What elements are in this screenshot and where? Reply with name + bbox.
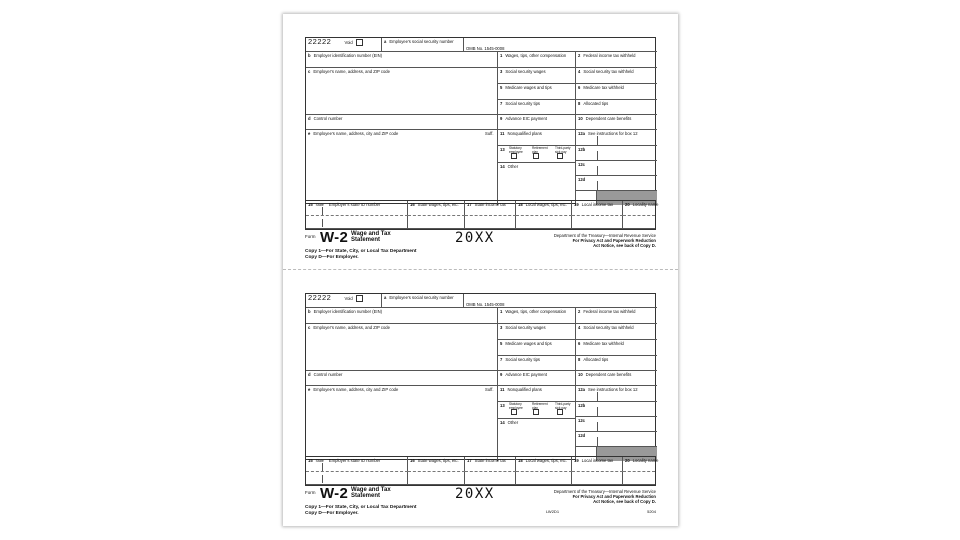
statutory-label: Statutory employee (509, 146, 523, 154)
box8-cell[interactable] (576, 356, 657, 371)
box11-cell[interactable] (498, 130, 576, 146)
box14-number: 14 (500, 420, 505, 425)
box17-cell[interactable] (465, 457, 516, 485)
box12c-cell[interactable] (576, 417, 657, 432)
privacy-notice-line2: Act Notice, see back of Copy D. (593, 243, 656, 249)
box17-cell[interactable] (465, 201, 516, 229)
box14-label: Other (507, 164, 519, 169)
box15-divider-1 (322, 463, 323, 471)
box19-label: Local income tax (581, 202, 614, 207)
box4-cell[interactable] (576, 68, 657, 84)
box6-number: 6 (578, 341, 581, 346)
form-title-line2: Statement (351, 237, 381, 243)
box18-cell[interactable] (516, 201, 572, 229)
statutory-checkbox[interactable] (511, 409, 517, 415)
box15-divider-2 (322, 219, 323, 227)
box19-number: 19 (574, 202, 579, 207)
box20-number: 20 (625, 458, 630, 463)
box1-cell[interactable] (498, 52, 576, 68)
box7-label: Social security tips (505, 357, 541, 362)
box20-label: Locality name (632, 202, 659, 207)
box3-cell[interactable] (498, 324, 576, 340)
employee-label: Employee's name, address, city and ZIP code (313, 387, 399, 392)
box12b-number: 12b (578, 147, 586, 152)
box1-label: Wages, tips, other compensation (505, 309, 567, 314)
box7-cell[interactable] (498, 356, 576, 371)
ein-letter: b (308, 53, 311, 58)
box19-number: 19 (574, 458, 579, 463)
box12b-number: 12b (578, 403, 586, 408)
retirement-label: Retirement plan (532, 146, 548, 154)
box7-cell[interactable] (498, 100, 576, 115)
box16-dashline (408, 471, 465, 472)
box8-label: Allocated tips (583, 357, 609, 362)
w2-grid (305, 293, 656, 460)
box17-number: 17 (467, 458, 472, 463)
omb-cell (464, 294, 657, 308)
box14-cell[interactable] (498, 419, 576, 461)
box7-number: 7 (500, 357, 503, 362)
box15-state-label: State (315, 203, 324, 207)
box14-number: 14 (500, 164, 505, 169)
copyd-label: Copy D—For Employer. (305, 511, 359, 516)
box12a-cell[interactable] (576, 130, 657, 146)
box6-number: 6 (578, 85, 581, 90)
box15-divider-1 (322, 207, 323, 215)
ssn-letter: a (384, 39, 387, 44)
box11-number: 11 (500, 387, 505, 392)
privacy-notice-line2: Act Notice, see back of Copy D. (593, 499, 656, 505)
box16-cell[interactable] (408, 201, 465, 229)
omb-number: OMB No. 1545-0008 (466, 46, 505, 51)
box4-number: 4 (578, 69, 581, 74)
box10-cell[interactable] (576, 115, 657, 130)
box12c-cell[interactable] (576, 161, 657, 176)
box6-cell[interactable] (576, 84, 657, 100)
box9-cell[interactable] (498, 371, 576, 386)
box18-dashline (516, 215, 572, 216)
form-title-line1: Wage and Tax (351, 487, 391, 493)
box8-number: 8 (578, 357, 581, 362)
retirement-label: Retirement plan (532, 402, 548, 410)
form-label: Form (305, 490, 316, 495)
control-code: 22222 (308, 37, 332, 46)
box9-cell[interactable] (498, 115, 576, 130)
control-cell (306, 38, 382, 52)
statutory-checkbox[interactable] (511, 153, 517, 159)
box12a-divider (597, 392, 598, 401)
box16-cell[interactable] (408, 457, 465, 485)
box8-number: 8 (578, 101, 581, 106)
box12b-divider (597, 407, 598, 416)
box2-label: Federal income tax withheld (583, 53, 636, 58)
box3-label: Social security wages (505, 69, 546, 74)
box18-number: 18 (518, 202, 523, 207)
form-title (351, 231, 391, 243)
box5-cell[interactable] (498, 84, 576, 100)
box20-cell[interactable] (623, 457, 659, 485)
box6-label: Medicare tax withheld (583, 85, 624, 90)
control-number-letter: d (308, 372, 311, 377)
void-checkbox[interactable] (356, 39, 363, 46)
box4-label: Social security tax withheld (583, 69, 634, 74)
box10-number: 10 (578, 116, 583, 121)
employer-letter: c (308, 325, 311, 330)
box12d-divider (597, 437, 598, 446)
form-title-line2: Statement (351, 493, 381, 499)
box19-label: Local income tax (581, 458, 614, 463)
box16-dashline (408, 215, 465, 216)
box19-cell[interactable] (572, 457, 623, 485)
box13-number: 13 (500, 147, 505, 152)
box1-cell[interactable] (498, 308, 576, 324)
void-label: Void (344, 40, 353, 45)
box6-cell[interactable] (576, 340, 657, 356)
box3-label: Social security wages (505, 325, 546, 330)
box20-number: 20 (625, 202, 630, 207)
control-number-cell[interactable] (306, 115, 498, 130)
retirement-checkbox[interactable] (533, 153, 539, 159)
employer-letter: c (308, 69, 311, 74)
employee-label: Employee's name, address, city and ZIP code (313, 131, 399, 136)
suff-label: Suff. (485, 131, 494, 136)
employer-cell[interactable] (306, 68, 498, 115)
ssn-cell[interactable] (382, 38, 464, 52)
copy1-label: Copy 1—For State, City, or Local Tax Department (305, 505, 417, 510)
form-label: Form (305, 234, 316, 239)
employer-label: Employer's name, address, and ZIP code (313, 325, 390, 330)
box3-cell[interactable] (498, 68, 576, 84)
control-cell (306, 294, 382, 308)
form-title-line1: Wage and Tax (351, 231, 391, 237)
box12a-label: See instructions for box 12 (588, 131, 638, 136)
ein-letter: b (308, 309, 311, 314)
box19-cell[interactable] (572, 201, 623, 229)
copy-labels (305, 505, 417, 517)
perforation-line (283, 269, 678, 270)
control-number-label: Control number (313, 116, 343, 121)
box13-cell (498, 402, 576, 419)
box13-number: 13 (500, 403, 505, 408)
box15-number: 15 (308, 458, 313, 463)
box11-label: Nonqualified plans (507, 387, 542, 392)
box5-label: Medicare wages and tips (505, 341, 552, 346)
dept-label: Department of the Treasury—Internal Revenue Service (553, 489, 656, 494)
box12b-divider (597, 151, 598, 160)
employer-cell[interactable] (306, 324, 498, 371)
copyd-label: Copy D—For Employer. (305, 255, 359, 260)
omb-number: OMB No. 1545-0008 (466, 302, 505, 307)
box2-label: Federal income tax withheld (583, 309, 636, 314)
box1-number: 1 (500, 309, 503, 314)
box15-label: Employer's state ID number (328, 202, 381, 207)
box12a-number: 12a (578, 131, 585, 136)
thirdparty-label: Third-party sick pay (555, 402, 571, 410)
box3-number: 3 (500, 325, 503, 330)
thirdparty-checkbox[interactable] (557, 153, 563, 159)
box15-state-label: State (315, 459, 324, 463)
control-code: 22222 (308, 293, 332, 302)
employee-letter: e (308, 131, 311, 136)
privacy-notice-line1: For Privacy Act and Paperwork Reduction (572, 238, 656, 244)
employee-cell[interactable] (306, 130, 498, 205)
box5-label: Medicare wages and tips (505, 85, 552, 90)
box20-cell[interactable] (623, 201, 659, 229)
dept-notice (554, 489, 656, 505)
ein-label: Employer identification number (EIN) (313, 53, 382, 58)
box15-dashline (306, 471, 408, 472)
form-footer (305, 229, 656, 269)
ssn-label: Employee's social security number (389, 39, 454, 44)
ssn-label: Employee's social security number (389, 295, 454, 300)
box8-cell[interactable] (576, 100, 657, 115)
employee-letter: e (308, 387, 311, 392)
state-row (305, 200, 659, 230)
employer-label: Employer's name, address, and ZIP code (313, 69, 390, 74)
box17-dashline (465, 215, 516, 216)
box12c-number: 12c (578, 418, 585, 423)
box12b-cell[interactable] (576, 402, 657, 417)
box9-label: Advance EIC payment (505, 372, 548, 377)
box12a-cell[interactable] (576, 386, 657, 402)
tax-year: 20XX (455, 230, 495, 246)
box7-number: 7 (500, 101, 503, 106)
box18-cell[interactable] (516, 457, 572, 485)
w2-copy-bottom (305, 293, 659, 525)
box1-number: 1 (500, 53, 503, 58)
box9-number: 9 (500, 372, 503, 377)
box15-dashline (306, 215, 408, 216)
box12c-number: 12c (578, 162, 585, 167)
box18-label: Local wages, tips, etc. (525, 202, 567, 207)
ein-label: Employer identification number (EIN) (313, 309, 382, 314)
box5-cell[interactable] (498, 340, 576, 356)
box9-label: Advance EIC payment (505, 116, 548, 121)
box4-number: 4 (578, 325, 581, 330)
box4-cell[interactable] (576, 324, 657, 340)
employee-cell[interactable] (306, 386, 498, 461)
box8-label: Allocated tips (583, 101, 609, 106)
box18-number: 18 (518, 458, 523, 463)
ein-cell[interactable] (306, 308, 498, 324)
box2-cell[interactable] (576, 52, 657, 68)
form-name: W-2 (320, 485, 349, 502)
control-number-label: Control number (313, 372, 343, 377)
box12a-divider (597, 136, 598, 145)
box12a-number: 12a (578, 387, 585, 392)
box19-dashline (572, 471, 623, 472)
box15-divider-2 (322, 475, 323, 483)
box15-cell[interactable] (306, 457, 408, 485)
statutory-label: Statutory employee (509, 402, 523, 410)
thirdparty-checkbox[interactable] (557, 409, 563, 415)
box11-cell[interactable] (498, 386, 576, 402)
box15-label: Employer's state ID number (328, 458, 381, 463)
box14-cell[interactable] (498, 163, 576, 205)
thirdparty-label: Third-party sick pay (555, 146, 571, 154)
box1-label: Wages, tips, other compensation (505, 53, 567, 58)
box10-label: Dependent care benefits (585, 372, 632, 377)
tax-year: 20XX (455, 486, 495, 502)
box17-number: 17 (467, 202, 472, 207)
ein-cell[interactable] (306, 52, 498, 68)
box2-number: 2 (578, 53, 581, 58)
ssn-cell[interactable] (382, 294, 464, 308)
box16-label: State wages, tips, etc. (417, 202, 459, 207)
copy1-label: Copy 1—For State, City, or Local Tax Department (305, 249, 417, 254)
box6-label: Medicare tax withheld (583, 341, 624, 346)
box16-number: 16 (410, 458, 415, 463)
form-title (351, 487, 391, 499)
state-row (305, 456, 659, 486)
w2-copy-top (305, 37, 659, 269)
box20-dashline (623, 215, 655, 216)
box20-dashline (623, 471, 655, 472)
box11-number: 11 (500, 131, 505, 136)
box16-label: State wages, tips, etc. (417, 458, 459, 463)
box12d-divider (597, 181, 598, 190)
box15-number: 15 (308, 202, 313, 207)
control-number-letter: d (308, 116, 311, 121)
box17-dashline (465, 471, 516, 472)
box4-label: Social security tax withheld (583, 325, 634, 330)
form-code-left: LW2D1 (546, 509, 560, 514)
form-footer (305, 485, 656, 525)
box5-number: 5 (500, 85, 503, 90)
box19-dashline (572, 215, 623, 216)
privacy-notice-line1: For Privacy Act and Paperwork Reduction (572, 494, 656, 500)
box12c-divider (597, 422, 598, 431)
box12d-cell[interactable] (576, 176, 657, 191)
box2-cell[interactable] (576, 308, 657, 324)
void-checkbox[interactable] (356, 295, 363, 302)
box12d-number: 12d (578, 177, 586, 182)
void-label: Void (344, 296, 353, 301)
box12d-cell[interactable] (576, 432, 657, 447)
box9-number: 9 (500, 116, 503, 121)
box5-number: 5 (500, 341, 503, 346)
omb-cell (464, 38, 657, 52)
dept-notice (554, 233, 656, 249)
copy-labels (305, 249, 417, 261)
box20-label: Locality name (632, 458, 659, 463)
form-code-right: 5204 (647, 509, 656, 514)
w2-grid (305, 37, 656, 204)
suff-label: Suff. (485, 387, 494, 392)
box18-label: Local wages, tips, etc. (525, 458, 567, 463)
box12c-divider (597, 166, 598, 175)
box12d-number: 12d (578, 433, 586, 438)
dept-label: Department of the Treasury—Internal Revenue Service (553, 233, 656, 238)
box18-dashline (516, 471, 572, 472)
retirement-checkbox[interactable] (533, 409, 539, 415)
box10-cell[interactable] (576, 371, 657, 386)
box15-cell[interactable] (306, 201, 408, 229)
box3-number: 3 (500, 69, 503, 74)
box13-cell (498, 146, 576, 163)
ssn-letter: a (384, 295, 387, 300)
control-number-cell[interactable] (306, 371, 498, 386)
box11-label: Nonqualified plans (507, 131, 542, 136)
box7-label: Social security tips (505, 101, 541, 106)
box14-label: Other (507, 420, 519, 425)
box12a-label: See instructions for box 12 (588, 387, 638, 392)
box17-label: State income tax (474, 458, 506, 463)
box10-label: Dependent care benefits (585, 116, 632, 121)
box12b-cell[interactable] (576, 146, 657, 161)
box10-number: 10 (578, 372, 583, 377)
box16-number: 16 (410, 202, 415, 207)
form-name: W-2 (320, 229, 349, 246)
box2-number: 2 (578, 309, 581, 314)
box17-label: State income tax (474, 202, 506, 207)
